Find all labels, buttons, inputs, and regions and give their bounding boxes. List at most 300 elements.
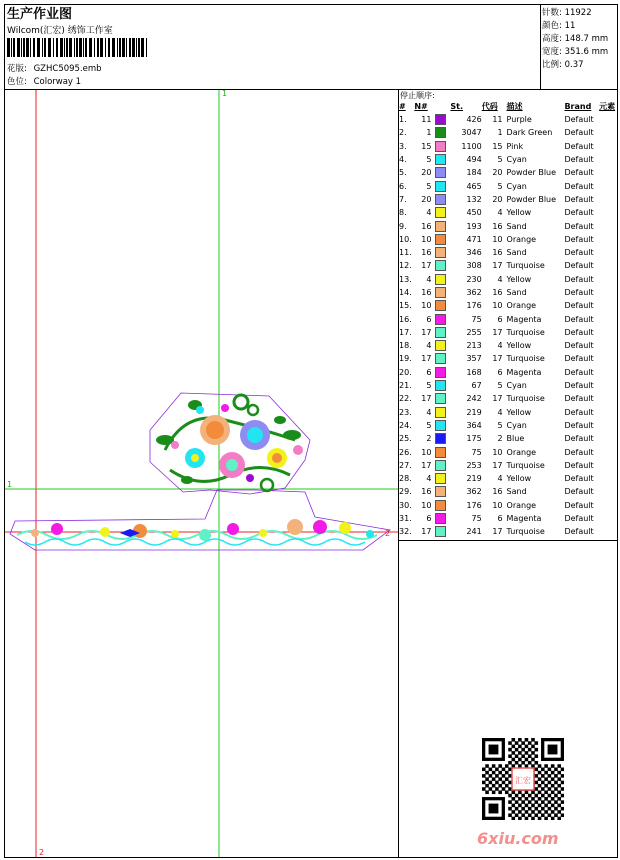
cell-element — [599, 206, 620, 219]
color-swatch — [435, 420, 446, 431]
cell-desc: Sand — [506, 221, 527, 231]
color-swatch — [435, 473, 446, 484]
cell-no: 13. — [399, 274, 412, 284]
cell-element — [599, 525, 620, 538]
software-name: Wilcom(汇宏) 绣饰工作室 — [7, 26, 113, 36]
cell-swatch — [435, 312, 450, 325]
cell-st: 75 — [471, 314, 482, 324]
cell-brand: Default — [564, 354, 594, 364]
cell-no: 6. — [399, 181, 407, 191]
cell-desc: Orange — [506, 447, 537, 457]
embroidery-preview — [5, 90, 398, 857]
cell-no: 17. — [399, 327, 412, 337]
cell-st: 346 — [466, 248, 482, 258]
cell-code: 1 — [497, 128, 503, 138]
cell-no: 21. — [399, 381, 412, 391]
cell-code: 20 — [492, 168, 503, 178]
pattern-value: GZHC5095.emb — [33, 64, 102, 74]
cell-code: 17 — [492, 460, 503, 470]
cell-swatch — [435, 140, 450, 153]
cell-element — [599, 259, 620, 272]
table-row — [399, 233, 620, 246]
cell-st: 362 — [466, 487, 482, 497]
color-swatch — [435, 141, 446, 152]
colorway-value: Colorway 1 — [33, 77, 82, 87]
color-swatch — [435, 114, 446, 125]
cell-desc: Yellow — [506, 474, 532, 484]
table-row — [399, 339, 620, 352]
cell-element — [599, 445, 620, 458]
cell-n: 6 — [426, 314, 432, 324]
cell-no: 22. — [399, 394, 412, 404]
table-row — [399, 445, 620, 458]
cell-code: 4 — [497, 341, 503, 351]
cell-code: 17 — [492, 527, 503, 537]
cell-st: 242 — [466, 394, 482, 404]
table-row — [399, 153, 620, 166]
cell-no: 32. — [399, 527, 412, 537]
cell-code: 16 — [492, 487, 503, 497]
cell-no: 2. — [399, 128, 407, 138]
color-swatch — [435, 274, 446, 285]
cell-code: 17 — [492, 394, 503, 404]
cell-n: 17 — [421, 394, 432, 404]
cell-desc: Sand — [506, 248, 527, 258]
cell-desc: Orange — [506, 500, 537, 510]
pattern-line — [7, 62, 102, 74]
cell-n: 20 — [421, 168, 432, 178]
cell-code: 6 — [497, 514, 503, 524]
cell-desc: Turquoise — [506, 394, 545, 404]
cell-code: 15 — [492, 141, 503, 151]
cell-n: 17 — [421, 527, 432, 537]
table-row — [399, 312, 620, 325]
col-code: 代码 — [481, 102, 498, 111]
cell-no: 3. — [399, 141, 407, 151]
cell-no: 15. — [399, 301, 412, 311]
cell-desc: Magenta — [506, 314, 542, 324]
cell-n: 5 — [426, 381, 432, 391]
cell-element — [599, 286, 620, 299]
cell-code: 17 — [492, 261, 503, 271]
cell-n: 10 — [421, 500, 432, 510]
cell-st: 184 — [466, 168, 482, 178]
cell-swatch — [435, 406, 450, 419]
table-row — [399, 525, 620, 538]
cell-desc: Yellow — [506, 341, 532, 351]
cell-brand: Default — [564, 234, 594, 244]
cell-no: 30. — [399, 500, 412, 510]
color-swatch — [435, 234, 446, 245]
cell-swatch — [435, 299, 450, 312]
cell-desc: Cyan — [506, 155, 527, 165]
cell-swatch — [435, 499, 450, 512]
cell-element — [599, 379, 620, 392]
cell-element — [599, 153, 620, 166]
cell-code: 6 — [497, 314, 503, 324]
color-swatch — [435, 167, 446, 178]
cell-desc: Orange — [506, 234, 537, 244]
cell-element — [599, 392, 620, 405]
cell-swatch — [435, 366, 450, 379]
cell-element — [599, 326, 620, 339]
table-row — [399, 193, 620, 206]
cell-st: 176 — [466, 500, 482, 510]
cell-swatch — [435, 113, 450, 126]
table-row — [399, 419, 620, 432]
cell-st: 364 — [466, 420, 482, 430]
cell-no: 11. — [399, 248, 412, 258]
cell-n: 4 — [426, 274, 432, 284]
cell-n: 4 — [426, 341, 432, 351]
stat-width: 宽度: 351.6 mm — [542, 47, 609, 57]
cell-st: 75 — [471, 514, 482, 524]
cell-no: 28. — [399, 474, 412, 484]
cell-code: 6 — [497, 367, 503, 377]
cell-st: 219 — [466, 407, 482, 417]
color-swatch — [435, 393, 446, 404]
cell-brand: Default — [564, 208, 594, 218]
color-swatch — [435, 221, 446, 232]
cell-swatch — [435, 206, 450, 219]
cell-brand: Default — [564, 221, 594, 231]
table-row — [399, 512, 620, 525]
cell-desc: Powder Blue — [506, 168, 557, 178]
color-swatch — [435, 287, 446, 298]
cell-st: 253 — [466, 460, 482, 470]
cell-code: 5 — [497, 181, 503, 191]
cell-brand: Default — [564, 381, 594, 391]
cell-brand: Default — [564, 155, 594, 165]
cell-element — [599, 179, 620, 192]
table-row — [399, 352, 620, 365]
cell-swatch — [435, 326, 450, 339]
cell-n: 17 — [421, 261, 432, 271]
color-swatch — [435, 513, 446, 524]
cell-n: 11 — [421, 115, 432, 125]
cell-no: 7. — [399, 194, 407, 204]
cell-st: 450 — [466, 208, 482, 218]
cell-no: 27. — [399, 460, 412, 470]
table-header-row — [399, 100, 620, 113]
cell-swatch — [435, 432, 450, 445]
cell-n: 16 — [421, 248, 432, 258]
cell-n: 17 — [421, 327, 432, 337]
colorway-label: 色位: — [7, 77, 27, 87]
color-swatch — [435, 340, 446, 351]
cell-st: 230 — [466, 274, 482, 284]
table-row — [399, 326, 620, 339]
cell-desc: Powder Blue — [506, 194, 557, 204]
stat-scale: 比例: 0.37 — [542, 60, 584, 70]
cell-st: 308 — [466, 261, 482, 271]
cell-element — [599, 406, 620, 419]
cell-desc: Magenta — [506, 367, 542, 377]
cell-swatch — [435, 445, 450, 458]
cell-element — [599, 273, 620, 286]
cell-n: 15 — [421, 141, 432, 151]
color-swatch — [435, 181, 446, 192]
cell-brand: Default — [564, 474, 594, 484]
cell-st: 357 — [466, 354, 482, 364]
cell-st: 3047 — [461, 128, 482, 138]
color-swatch — [435, 260, 446, 271]
cell-desc: Yellow — [506, 274, 532, 284]
barcode — [7, 38, 151, 57]
col-swatch — [435, 100, 450, 113]
cell-no: 12. — [399, 261, 412, 271]
cell-desc: Cyan — [506, 181, 527, 191]
cell-desc: Sand — [506, 288, 527, 297]
cell-code: 10 — [492, 301, 503, 311]
cell-element — [599, 352, 620, 365]
cell-code: 10 — [492, 234, 503, 244]
cell-code: 10 — [492, 500, 503, 510]
cell-n: 5 — [426, 155, 432, 165]
cell-code: 5 — [497, 155, 503, 165]
cell-no: 4. — [399, 155, 407, 165]
cell-swatch — [435, 379, 450, 392]
cell-desc: Sand — [506, 487, 527, 497]
cell-desc: Turquoise — [506, 261, 545, 271]
cell-no: 26. — [399, 447, 412, 457]
cell-n: 6 — [426, 514, 432, 524]
cell-desc: Cyan — [506, 381, 527, 391]
table-row — [399, 366, 620, 379]
stop-sequence-table — [399, 100, 620, 539]
cell-element — [599, 233, 620, 246]
table-row — [399, 166, 620, 179]
col-no: # — [399, 102, 406, 111]
cell-swatch — [435, 219, 450, 232]
cell-no: 29. — [399, 487, 412, 497]
cell-n: 20 — [421, 194, 432, 204]
cell-swatch — [435, 273, 450, 286]
table-row — [399, 485, 620, 498]
cell-st: 465 — [466, 181, 482, 191]
cell-swatch — [435, 246, 450, 259]
cell-n: 5 — [426, 420, 432, 430]
cell-st: 175 — [466, 434, 482, 444]
cell-element — [599, 512, 620, 525]
cell-brand: Default — [564, 128, 594, 138]
color-swatch — [435, 433, 446, 444]
cell-brand: Default — [564, 434, 594, 444]
pattern-label: 花版: — [7, 64, 27, 74]
cell-code: 17 — [492, 327, 503, 337]
cell-no: 18. — [399, 341, 412, 351]
cell-brand: Default — [564, 327, 594, 337]
cell-brand: Default — [564, 460, 594, 470]
stat-height: 高度: 148.7 mm — [542, 34, 609, 44]
cell-desc: Pink — [506, 141, 524, 151]
color-swatch — [435, 367, 446, 378]
cell-brand: Default — [564, 394, 594, 404]
qr-stamp-label: 汇宏 — [515, 776, 531, 785]
stat-colors: 颜色: 11 — [542, 21, 576, 31]
cell-desc: Yellow — [506, 208, 532, 218]
stat-stitches: 针数: 11922 — [542, 8, 592, 18]
border-outline — [10, 490, 390, 550]
col-n: N# — [414, 102, 428, 111]
cell-swatch — [435, 525, 450, 538]
cell-st: 67 — [471, 381, 482, 391]
color-swatch — [435, 154, 446, 165]
cell-n: 17 — [421, 354, 432, 364]
cell-brand: Default — [564, 407, 594, 417]
cell-st: 213 — [466, 341, 482, 351]
cell-element — [599, 246, 620, 259]
cell-code: 4 — [497, 407, 503, 417]
cell-element — [599, 432, 620, 445]
cell-swatch — [435, 166, 450, 179]
cell-no: 10. — [399, 234, 412, 244]
cell-st: 132 — [466, 194, 482, 204]
table-row — [399, 219, 620, 232]
cell-code: 2 — [497, 434, 503, 444]
cell-desc: Turquoise — [506, 527, 545, 537]
cell-desc: Orange — [506, 301, 537, 311]
cell-swatch — [435, 512, 450, 525]
table-row — [399, 392, 620, 405]
cell-brand: Default — [564, 500, 594, 510]
color-swatch — [435, 327, 446, 338]
cell-code: 17 — [492, 354, 503, 364]
cell-desc: Turquoise — [506, 354, 545, 364]
cell-code: 5 — [497, 381, 503, 391]
cell-desc: Dark Green — [506, 128, 553, 138]
table-row — [399, 499, 620, 512]
cell-swatch — [435, 179, 450, 192]
cell-brand: Default — [564, 447, 594, 457]
cell-n: 10 — [421, 234, 432, 244]
guide-label-v1: 1 — [222, 90, 228, 98]
table-row — [399, 273, 620, 286]
cell-desc: Purple — [506, 115, 532, 125]
cell-n: 4 — [426, 407, 432, 417]
cell-brand: Default — [564, 301, 594, 311]
cell-brand: Default — [564, 314, 594, 324]
cell-n: 16 — [421, 288, 432, 297]
col-element: 元素 — [599, 102, 616, 111]
cell-n: 16 — [421, 221, 432, 231]
color-swatch — [435, 127, 446, 138]
colorway-line — [7, 75, 81, 87]
cell-n: 2 — [426, 434, 432, 444]
cell-code: 4 — [497, 274, 503, 284]
cell-n: 1 — [426, 128, 432, 138]
color-swatch — [435, 486, 446, 497]
cell-element — [599, 472, 620, 485]
cell-n: 4 — [426, 208, 432, 218]
cell-brand: Default — [564, 274, 594, 284]
guide-label-v2: 2 — [39, 848, 45, 857]
cell-st: 494 — [466, 155, 482, 165]
table-row — [399, 259, 620, 272]
cell-no: 23. — [399, 407, 412, 417]
table-row — [399, 126, 620, 139]
cell-element — [599, 339, 620, 352]
cell-no: 19. — [399, 354, 412, 364]
cell-element — [599, 126, 620, 139]
cell-code: 11 — [492, 115, 503, 125]
cell-no: 24. — [399, 420, 412, 430]
cell-desc: Cyan — [506, 420, 527, 430]
stop-sequence-title: 停止顺序: — [400, 91, 435, 100]
cell-brand: Default — [564, 115, 594, 125]
cell-st: 255 — [466, 327, 482, 337]
page-title: 生产作业图 — [7, 7, 73, 22]
cell-no: 8. — [399, 208, 407, 218]
color-swatch — [435, 353, 446, 364]
cell-brand: Default — [564, 367, 594, 377]
cell-swatch — [435, 339, 450, 352]
table-row — [399, 206, 620, 219]
cell-brand: Default — [564, 168, 594, 178]
color-swatch — [435, 300, 446, 311]
cell-st: 362 — [466, 288, 482, 297]
cell-n: 6 — [426, 367, 432, 377]
cell-swatch — [435, 459, 450, 472]
cell-swatch — [435, 233, 450, 246]
cell-desc: Blue — [506, 434, 525, 444]
cell-code: 4 — [497, 474, 503, 484]
cell-brand: Default — [564, 248, 594, 258]
cell-brand: Default — [564, 514, 594, 524]
col-brand: Brand — [564, 102, 592, 111]
color-swatch — [435, 526, 446, 537]
cell-n: 17 — [421, 460, 432, 470]
cell-code: 16 — [492, 288, 503, 297]
cell-brand: Default — [564, 341, 594, 351]
cell-code: 16 — [492, 248, 503, 258]
cell-n: 5 — [426, 181, 432, 191]
cell-st: 241 — [466, 527, 482, 537]
table-row — [399, 179, 620, 192]
table-row — [399, 406, 620, 419]
cell-element — [599, 299, 620, 312]
cell-code: 10 — [492, 447, 503, 457]
cell-st: 426 — [466, 115, 482, 125]
col-st: St. — [450, 102, 464, 111]
guide-label-h2: 2 — [385, 529, 391, 538]
cell-st: 1100 — [461, 141, 482, 151]
cell-code: 20 — [492, 194, 503, 204]
cell-brand: Default — [564, 194, 594, 204]
cell-st: 193 — [466, 221, 482, 231]
cell-brand: Default — [564, 141, 594, 151]
cell-swatch — [435, 286, 450, 299]
cell-no: 31. — [399, 514, 412, 524]
cell-element — [599, 419, 620, 432]
cell-swatch — [435, 419, 450, 432]
cell-desc: Turquoise — [506, 327, 545, 337]
cell-n: 10 — [421, 301, 432, 311]
cell-element — [599, 166, 620, 179]
cell-swatch — [435, 485, 450, 498]
cell-st: 176 — [466, 301, 482, 311]
cell-element — [599, 366, 620, 379]
table-row — [399, 113, 620, 126]
color-swatch — [435, 447, 446, 458]
cell-no: 5. — [399, 168, 407, 178]
color-swatch — [435, 407, 446, 418]
cell-element — [599, 485, 620, 498]
stats-divider — [540, 4, 541, 90]
table-bottom-divider — [398, 540, 618, 541]
table-row — [399, 299, 620, 312]
cell-code: 4 — [497, 208, 503, 218]
